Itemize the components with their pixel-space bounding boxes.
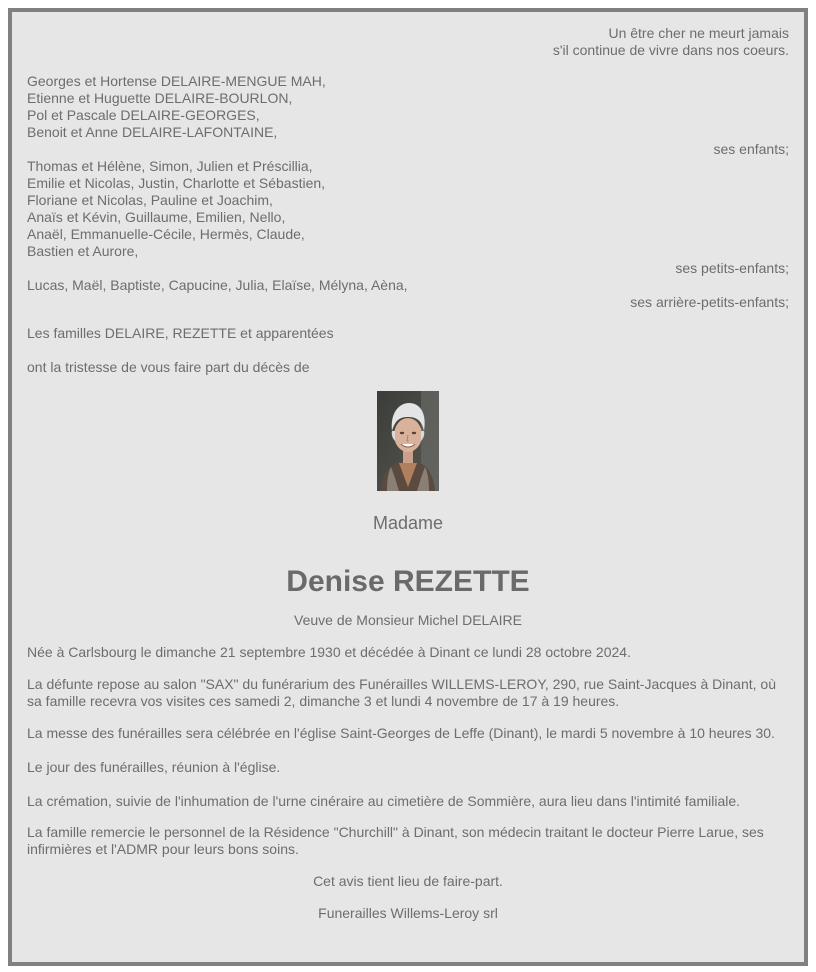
child-couple: Benoit et Anne DELAIRE-LAFONTAINE, [27, 124, 278, 140]
families-line: Les familles DELAIRE, REZETTE et apparentées [27, 325, 334, 341]
widow-of: Veuve de Monsieur Michel DELAIRE [294, 612, 522, 628]
meeting-line: Le jour des funérailles, réunion à l'église. [27, 759, 281, 775]
children-label: ses enfants; [713, 141, 789, 157]
obituary-notice [8, 8, 808, 966]
great-grandchildren-label: ses arrière-petits-enfants; [630, 294, 789, 310]
grandchildren-line: Floriane et Nicolas, Pauline et Joachim, [27, 192, 273, 208]
honorific: Madame [372, 513, 444, 533]
deceased-name: Denise REZETTE [286, 565, 530, 598]
grandchildren-label: ses petits-enfants; [675, 260, 789, 276]
funeral-home-signature: Funerailles Willems-Leroy srl [318, 905, 498, 921]
child-couple: Pol et Pascale DELAIRE-GEORGES, [27, 107, 260, 123]
grandchildren-line: Emilie et Nicolas, Justin, Charlotte et Sébastien, [27, 175, 326, 191]
portrait-photo [27, 391, 789, 491]
announcement-line: ont la tristesse de vous faire part du décès de [27, 359, 310, 375]
birth-death-line: Née à Carlsbourg le dimanche 21 septembre 1930 et décédée à Dinant ce lundi 28 octobre 2024. [27, 644, 631, 660]
epigraph-line: Un être cher ne meurt jamais [608, 25, 789, 41]
epigraph-line: s'il continue de vivre dans nos coeurs. [552, 42, 789, 58]
notice-line: Cet avis tient lieu de faire-part. [313, 873, 503, 889]
grandchildren-line: Anaïs et Kévin, Guillaume, Emilien, Nello, [27, 209, 286, 225]
epigraph [27, 25, 789, 59]
child-couple: Georges et Hortense DELAIRE-MENGUE MAH, [27, 73, 326, 89]
rest-place-paragraph: La défunte repose au salon "SAX" du funérarium des Funérailles WILLEMS-LEROY, 290, rue Saint-Jacques à Dinant, où sa famille recevra vos visites ces samedi 2, dimanche 3 et lundi 4 novembre de 17 à 19 heures. [27, 676, 776, 709]
grandchildren-list [27, 158, 789, 277]
children-list [27, 73, 789, 158]
great-grandchildren-list [27, 277, 789, 311]
notice-content [27, 27, 789, 922]
mass-paragraph: La messe des funérailles sera célébrée en l'église Saint-Georges de Leffe (Dinant), le mardi 5 novembre à 10 heures 30. [27, 725, 775, 741]
thanks-paragraph: La famille remercie le personnel de la Résidence "Churchill" à Dinant, son médecin traitant le docteur Pierre Larue, ses infirmières et l'ADMR pour leurs bons soins. [27, 824, 764, 857]
child-couple: Etienne et Huguette DELAIRE-BOURLON, [27, 90, 293, 106]
cremation-line: La crémation, suivie de l'inhumation de l'urne cinéraire au cimetière de Sommière, aura lieu dans l'intimité familiale. [27, 793, 741, 809]
great-grandchildren-line: Lucas, Maël, Baptiste, Capucine, Julia, Elaïse, Mélyna, Aèna, [27, 277, 408, 293]
grandchildren-line: Bastien et Aurore, [27, 243, 139, 259]
portrait-image [377, 391, 439, 491]
grandchildren-line: Thomas et Hélène, Simon, Julien et Préscillia, [27, 158, 313, 174]
grandchildren-line: Anaël, Emmanuelle-Cécile, Hermès, Claude, [27, 226, 305, 242]
